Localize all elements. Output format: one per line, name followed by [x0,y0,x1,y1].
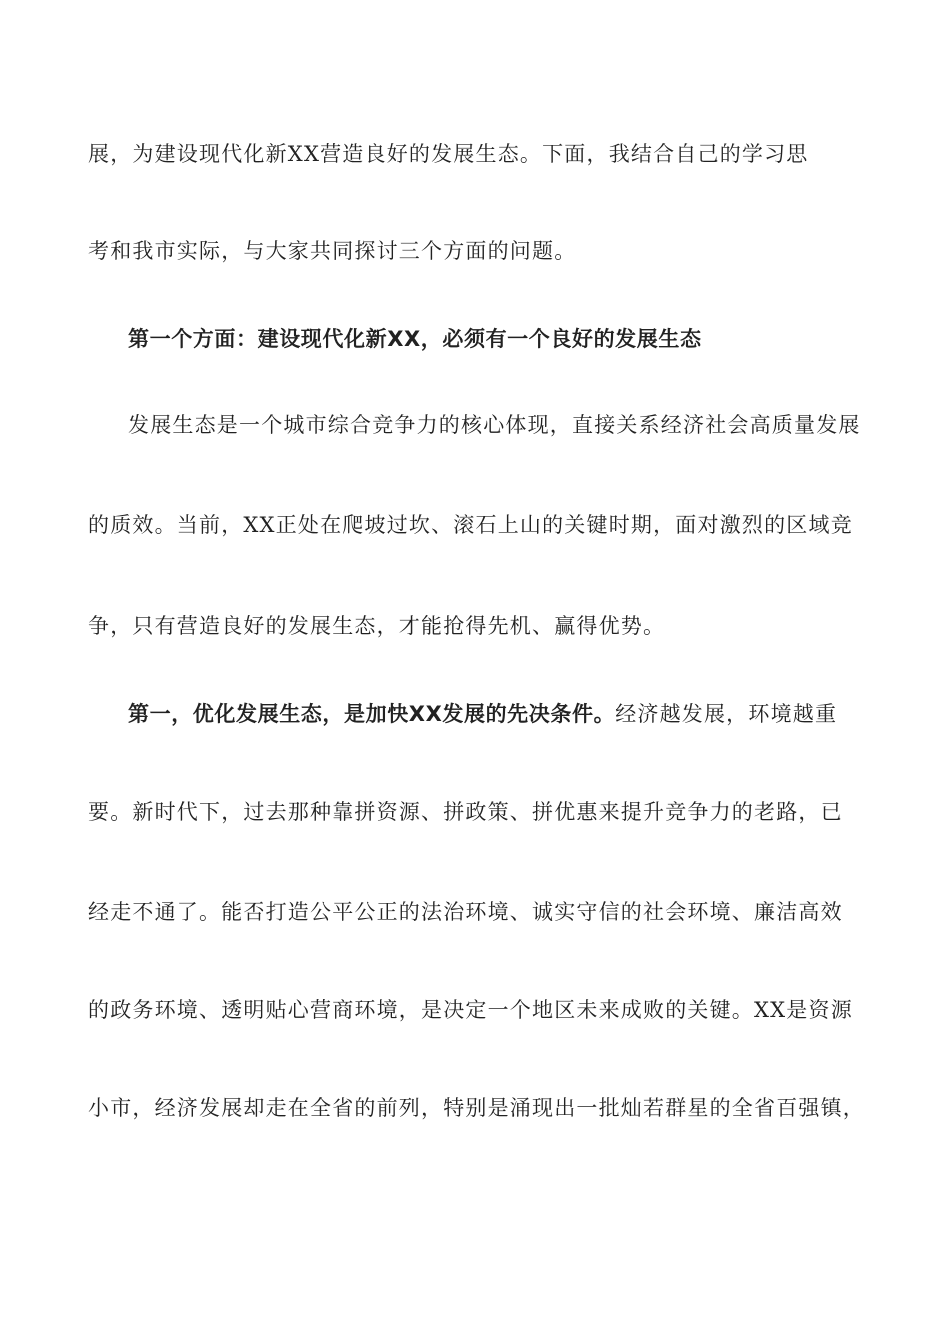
paragraph-line: 的政务环境、透明贴心营商环境，是决定一个地区未来成败的关键。XX是资源 [88,998,853,1022]
paragraph-line: 争，只有营造良好的发展生态，才能抢得先机、赢得优势。 [88,614,666,638]
paragraph-line-with-lead [128,700,878,728]
paragraph-line: 发展生态是一个城市综合竞争力的核心体现，直接关系经济社会高质量发展 [128,413,861,437]
paragraph-line: 展，为建设现代化新XX营造良好的发展生态。下面，我结合自己的学习思 [88,142,809,166]
bold-lead-sentence: 第一，优化发展生态，是加快XX发展的先决条件。 [128,702,616,726]
paragraph-line: 的质效。当前，XX正处在爬坡过坎、滚石上山的关键时期，面对激烈的区域竞 [88,513,853,537]
paragraph-line: 经走不通了。能否打造公平公正的法治环境、诚实守信的社会环境、廉洁高效 [88,900,843,924]
paragraph-text: 经济越发展，环境越重 [615,702,838,726]
section-heading: 第一个方面：建设现代化新XX，必须有一个良好的发展生态 [128,327,702,351]
paragraph-line: 小市，经济发展却走在全省的前列，特别是涌现出一批灿若群星的全省百强镇， [88,1096,865,1120]
paragraph-line: 要。新时代下，过去那种靠拼资源、拼政策、拼优惠来提升竞争力的老路，已 [88,800,843,824]
paragraph-line: 考和我市实际，与大家共同探讨三个方面的问题。 [88,239,577,263]
